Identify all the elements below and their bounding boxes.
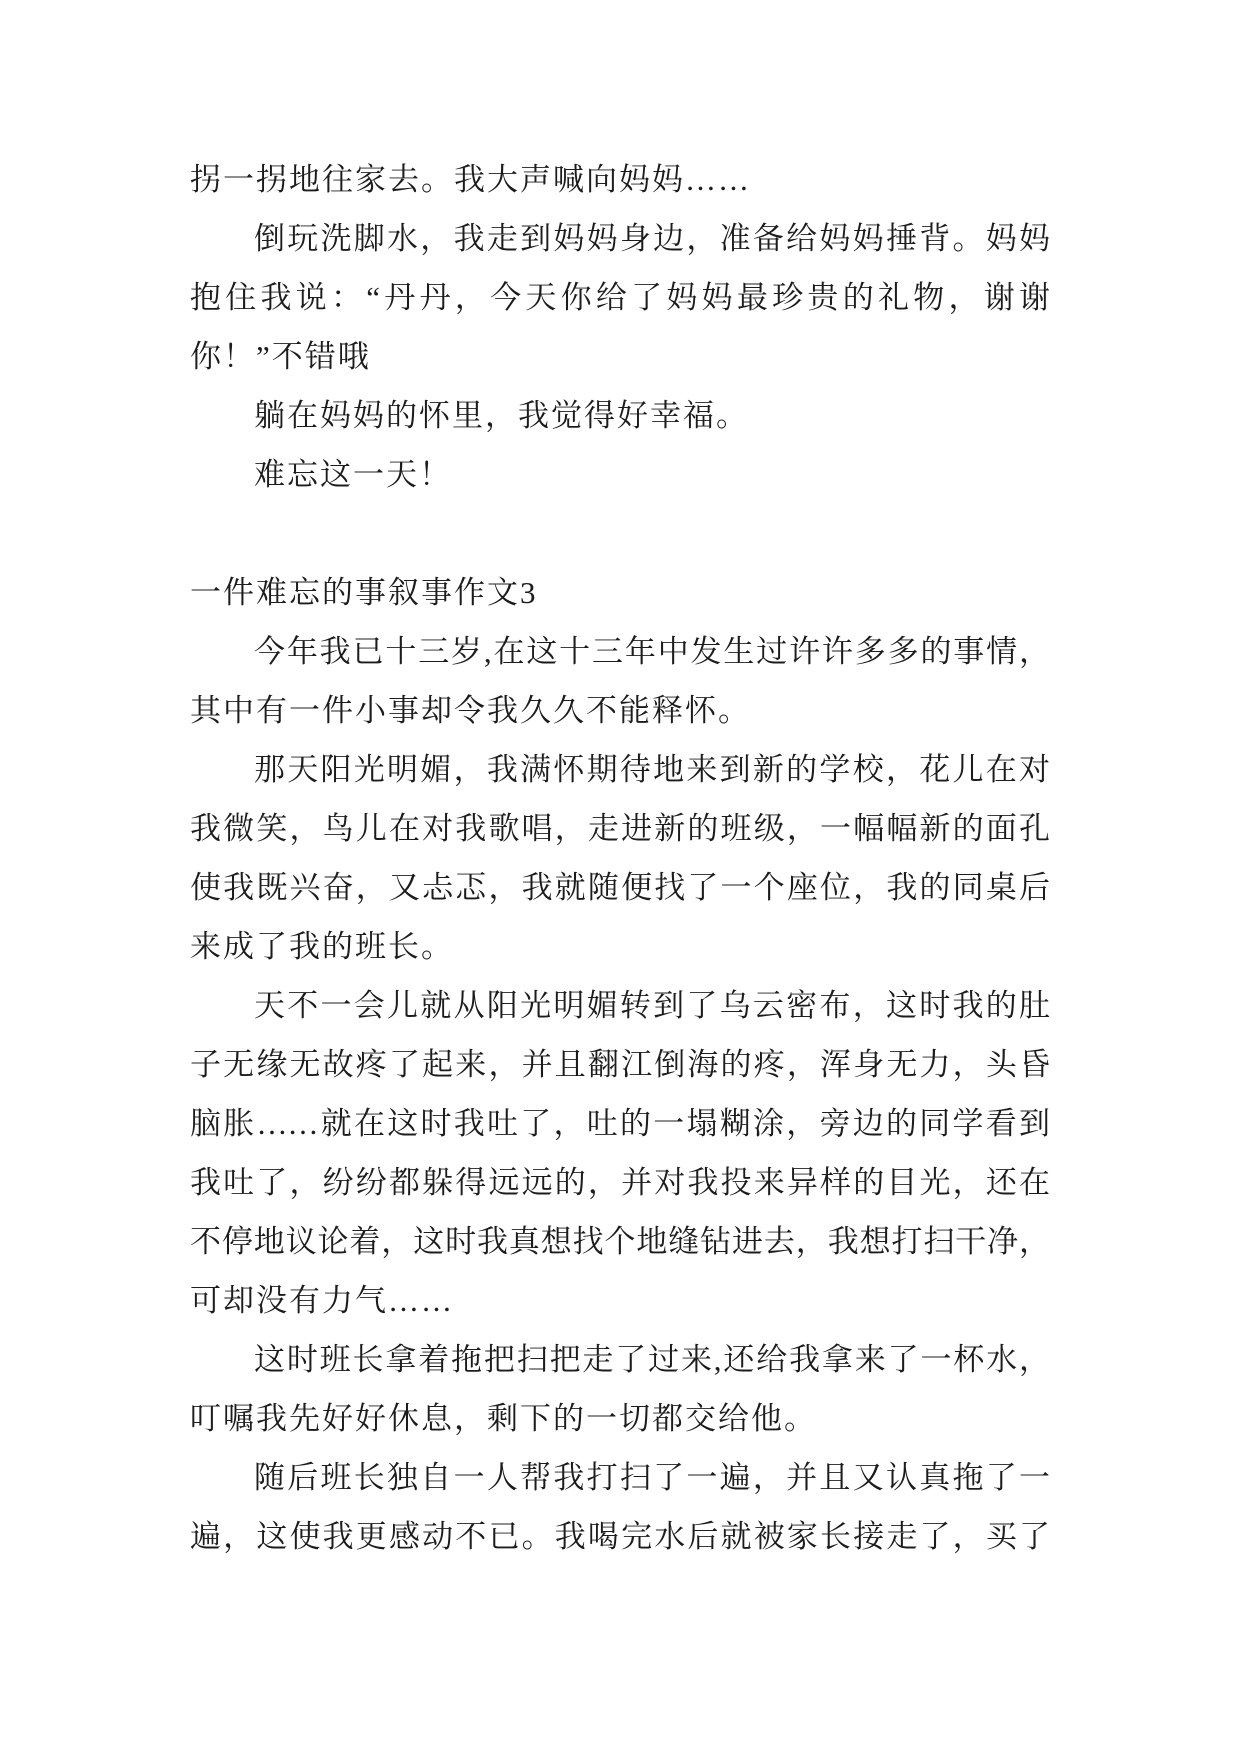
text-line: 拐一拐地往家去。我大声喊向妈妈……	[190, 162, 751, 197]
text-line: 脑胀……就在这时我吐了，吐的一塌糊涂，旁边的同学看到	[190, 1106, 1050, 1141]
text-line: 我吐了，纷纷都躲得远远的，并对我投来异样的目光，还在	[190, 1165, 1050, 1200]
text-line: 随后班长独自一人帮我打扫了一遍，并且又认真拖了一	[254, 1460, 1050, 1495]
document-body	[190, 150, 1050, 1566]
text-line: 其中有一件小事却令我久久不能释怀。	[190, 693, 751, 728]
text-line: 子无缘无故疼了起来，并且翻江倒海的疼，浑身无力，头昏	[190, 1047, 1050, 1082]
text-line: 这时班长拿着拖把扫把走了过来,还给我拿来了一杯水，	[254, 1342, 1050, 1377]
text-line: 抱住我说：“丹丹，今天你给了妈妈最珍贵的礼物，谢谢	[190, 280, 1050, 315]
text-line: 今年我已十三岁,在这十三年中发生过许许多多的事情，	[254, 634, 1050, 669]
text-line: 躺在妈妈的怀里，我觉得好幸福。	[254, 398, 749, 433]
text-line: 你！”不错哦	[190, 339, 371, 374]
text-line: 我微笑，鸟儿在对我歌唱，走进新的班级，一幅幅新的面孔	[190, 811, 1050, 846]
text-line: 可却没有力气……	[190, 1283, 454, 1318]
text-line: 不停地议论着，这时我真想找个地缝钻进去，我想打扫干净，	[190, 1224, 1050, 1259]
text-line: 天不一会儿就从阳光明媚转到了乌云密布，这时我的肚	[254, 988, 1050, 1023]
text-line: 叮嘱我先好好休息，剩下的一切都交给他。	[190, 1401, 817, 1436]
text-line: 难忘这一天！	[254, 457, 452, 492]
blank-line	[190, 504, 1050, 563]
text-line: 使我既兴奋，又忐忑，我就随便找了一个座位，我的同桌后	[190, 870, 1050, 905]
text-line: 倒玩洗脚水，我走到妈妈身边，准备给妈妈捶背。妈妈	[254, 221, 1050, 256]
text-line: 来成了我的班长。	[190, 929, 454, 964]
text-line: 那天阳光明媚，我满怀期待地来到新的学校，花儿在对	[254, 752, 1050, 787]
section-title: 一件难忘的事叙事作文3	[190, 575, 538, 610]
text-line: 遍，这使我更感动不已。我喝完水后就被家长接走了，买了	[190, 1519, 1050, 1554]
